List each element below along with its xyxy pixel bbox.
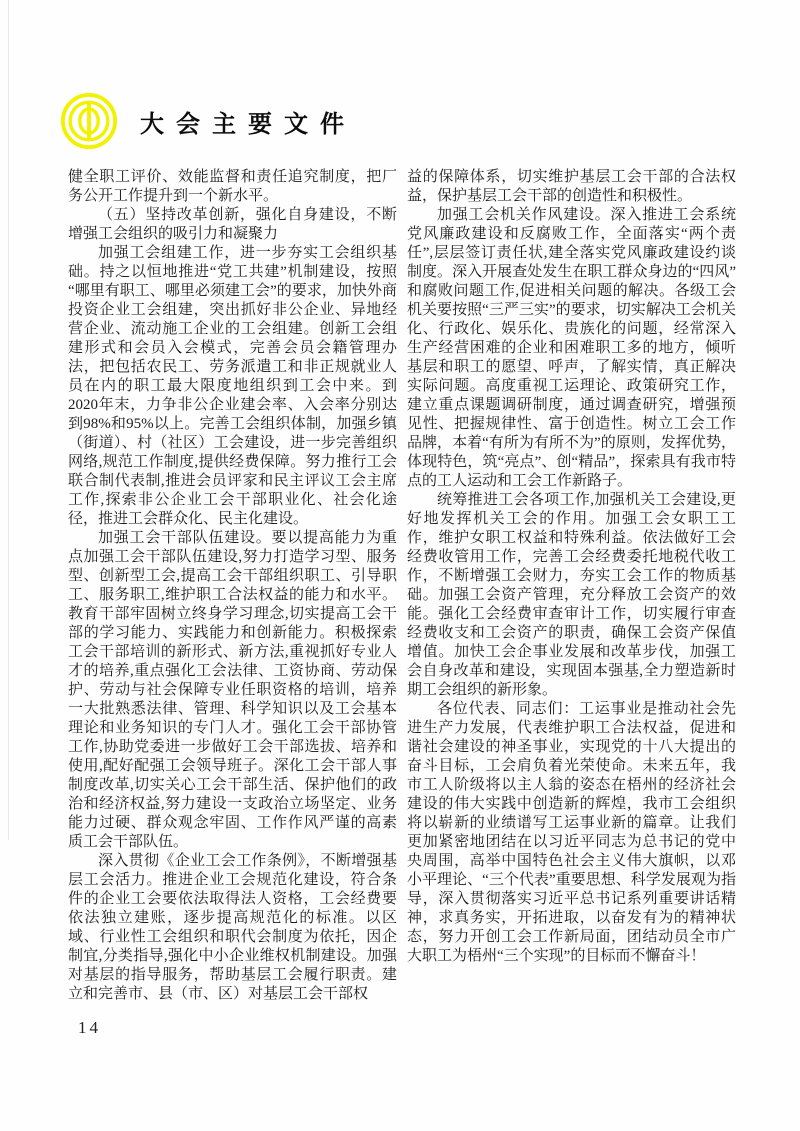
paragraph: （五）坚持改革创新，强化自身建设，不断增强工会组织的吸引力和凝聚力 [68, 207, 397, 242]
paragraph: 深入贯彻《企业工会工作条例》，不断增强基层工会活力。推进企业工会规范化建设，符合条件的企业工会要依法取得法人资格，工会经费要依法独立建账，逐步提高规范化的标准。以区域、行业性工会组织和职代会制度为依托，因企制宜,分类指导,强化中小企业维权机制建设。加强对基层的指导服务，帮助基层工会履行职责。建立和完善市、县（市、区）对基层工会干部权 [68, 853, 397, 1002]
scan-edge-artifact [8, 0, 9, 840]
page-header [60, 90, 356, 152]
paragraph: 益的保障体系，切实维护基层工会干部的合法权益，保护基层工会干部的创造性和积极性。 [407, 169, 736, 204]
paragraph: 加强工会组建工作，进一步夯实工会组织基础。持之以恒地推进“党工共建”机制建设，按照“哪里有职工、哪里必须建工会”的要求，加快外商投资企业工会组建，突出抓好非公企业、异地经营企业、流动施工企业的工会组建。创新工会组建形式和会员入会模式，完善会员会籍管理办法，把包括农民工、劳务派遣工和非正规就业人员在内的职工最大限度地组织到工会中来。到2020年末，力争非公企业建会率、入会率分别达到98%和95%以上。完善工会组织体制，加强乡镇（街道）、村（社区）工会建设，进一步完善组织网络,规范工作制度,提供经费保障。努力推行工会联合制代表制,推进会员评家和民主评议工会主席工作,探索非公企业工会干部职业化、社会化途径，推进工会群众化、民主化建设。 [68, 245, 397, 527]
page-number: 14 [78, 1018, 101, 1037]
left-column [68, 168, 397, 1004]
paragraph: 加强工会机关作风建设。深入推进工会系统党风廉政建设和反腐败工作，全面落实“两个责任”,层层签订责任状,建全落实党风廉政建设约谈制度。深入开展查处发生在职工群众身边的“四风”和腐败问题工作,促进相关问题的解决。各级工会机关要按照“三严三实”的要求，切实解决工会机关化、行政化、娱乐化、贵族化的问题，经常深入生产经营困难的企业和困难职工多的地方，倾听基层和职工的愿望、呼声，了解实情，真正解决实际问题。高度重视工运理论、政策研究工作，建立重点课题调研制度，通过调查研究，增强预见性、把握规律性、富于创造性。树立工会工作品牌，本着“有所为有所不为”的原则，发挥优势，体现特色，筑“亮点”、创“精品”，探索具有我市特点的工人运动和工会工作新路子。 [407, 207, 736, 489]
china-trade-union-emblem-icon [60, 92, 118, 150]
text-columns [68, 168, 736, 1004]
paragraph: 统筹推进工会各项工作,加强机关工会建设,更好地发挥机关工会的作用。加强工会女职工工作，维护女职工权益和特殊利益。依法做好工会经费收管用工作，完善工会经费委托地税代收工作，不断增强工会财力，夯实工会工作的物质基础。加强工会资产管理，充分释放工会资产的效能。强化工会经费审查审计工作，切实履行审查经费收支和工会资产的职责，确保工会资产保值增值。加快工会企事业发展和改革步伐，加强工会自身改革和建设，实现固本强基,全力塑造新时期工会组织的新形象。 [407, 492, 736, 698]
page-title: 大会主要文件 [140, 111, 356, 138]
paragraph: 加强工会干部队伍建设。要以提高能力为重点加强工会干部队伍建设,努力打造学习型、服务型、创新型工会,提高工会干部组织职工、引导职工、服务职工,维护职工合法权益的能力和水平。教育干部牢固树立终身学习理念,切实提高工会干部的学习能力、实践能力和创新能力。积极探索工会干部培训的新形式、新方法,重视抓好专业人才的培养,重点强化工会法律、工资协商、劳动保护、劳动与社会保障专业任职资格的培训，培养一大批熟悉法律、管理、科学知识以及工会基本理论和业务知识的专门人才。强化工会干部协管工作,协助党委进一步做好工会干部选拔、培养和使用,配好配强工会领导班子。深化工会干部人事制度改革,切实关心工会干部生活、保护他们的政治和经济权益,努力建设一支政治立场坚定、业务能力过硬、群众观念牢固、工作作风严谨的高素质工会干部队伍。 [68, 530, 397, 850]
paragraph: 健全职工评价、效能监督和责任追究制度，把厂务公开工作提升到一个新水平。 [68, 169, 397, 204]
paragraph: 各位代表、同志们：工运事业是推动社会先进生产力发展，代表维护职工合法权益，促进和谐社会建设的神圣事业，实现党的十八大提出的奋斗目标，工会肩负着光荣使命。未来五年，我市工人阶级将以主人翁的姿态在梧州的经济社会建设的伟大实践中创造新的辉煌，我市工会组织将以崭新的业绩谱写工运事业新的篇章。让我们更加紧密地团结在以习近平同志为总书记的党中央周围，高举中国特色社会主义伟大旗帜，以邓小平理论、“三个代表”重要思想、科学发展观为指导，深入贯彻落实习近平总书记系列重要讲话精神，求真务实，开拓进取，以奋发有为的精神状态，努力开创工会工作新局面，团结动员全市广大职工为梧州“三个实现”的目标而不懈奋斗！ [407, 701, 736, 964]
right-column [407, 168, 736, 1004]
